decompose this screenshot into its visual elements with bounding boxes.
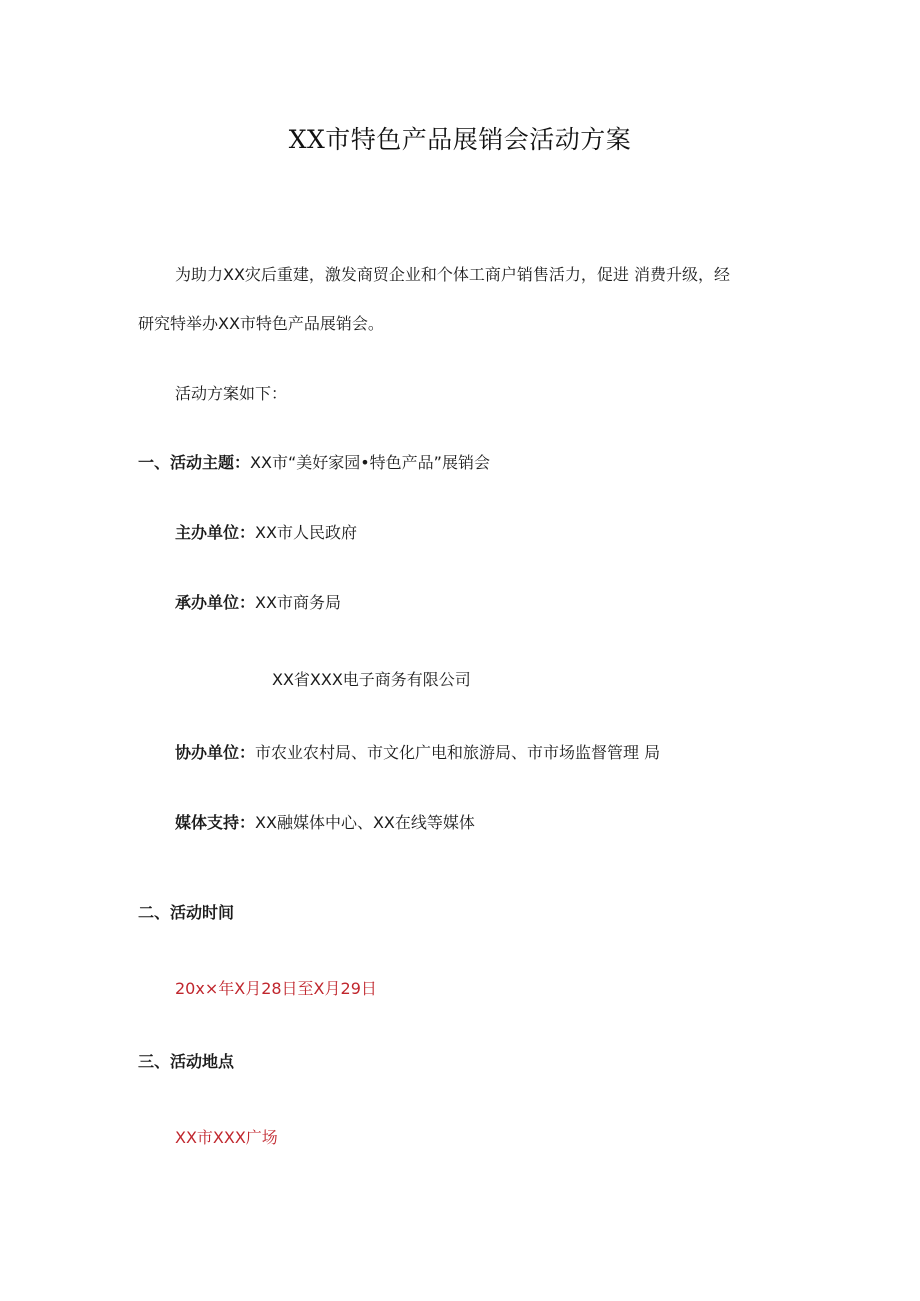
media-row bbox=[175, 811, 475, 835]
co-organizer-label: 协办单位： bbox=[175, 743, 256, 762]
activity-time: 20x×年X月28日至X月29日 bbox=[175, 979, 377, 998]
activity-place: XX市XXX广场 bbox=[175, 1128, 278, 1147]
undertaker-value-2: XX省XXX电子商务有限公司 bbox=[272, 670, 471, 689]
theme-value: XX市“美好家园•特色产品”展销会 bbox=[250, 453, 490, 472]
theme-row bbox=[138, 451, 490, 475]
undertaker-value: XX市商务局 bbox=[255, 593, 341, 612]
organizer-value: XX市人民政府 bbox=[255, 523, 357, 542]
organizer-label: 主办单位： bbox=[175, 523, 256, 542]
undertaker-row bbox=[175, 591, 341, 615]
section1-heading: 一、活动主题： bbox=[138, 453, 251, 472]
organizer-row bbox=[175, 521, 357, 545]
undertaker-label: 承办单位： bbox=[175, 593, 256, 612]
plan-lead: 活动方案如下： bbox=[175, 384, 288, 403]
media-label: 媒体支持： bbox=[175, 813, 256, 832]
document-title: XX市特色产品展销会活动方案 bbox=[288, 125, 632, 154]
intro-line-2: 研究特举办XX市特色产品展销会。 bbox=[138, 314, 384, 333]
co-organizer-row bbox=[175, 741, 660, 765]
section3-heading: 三、活动地点 bbox=[138, 1052, 235, 1071]
intro-line-1: 为助力XX灾后重建，激发商贸企业和个体工商户销售活力，促进 消费升级，经 bbox=[175, 265, 731, 284]
co-organizer-value: 市农业农村局、市文化广电和旅游局、市市场监督管理 局 bbox=[255, 743, 661, 762]
section2-heading: 二、活动时间 bbox=[138, 903, 235, 922]
media-value: XX融媒体中心、XX在线等媒体 bbox=[255, 813, 475, 832]
